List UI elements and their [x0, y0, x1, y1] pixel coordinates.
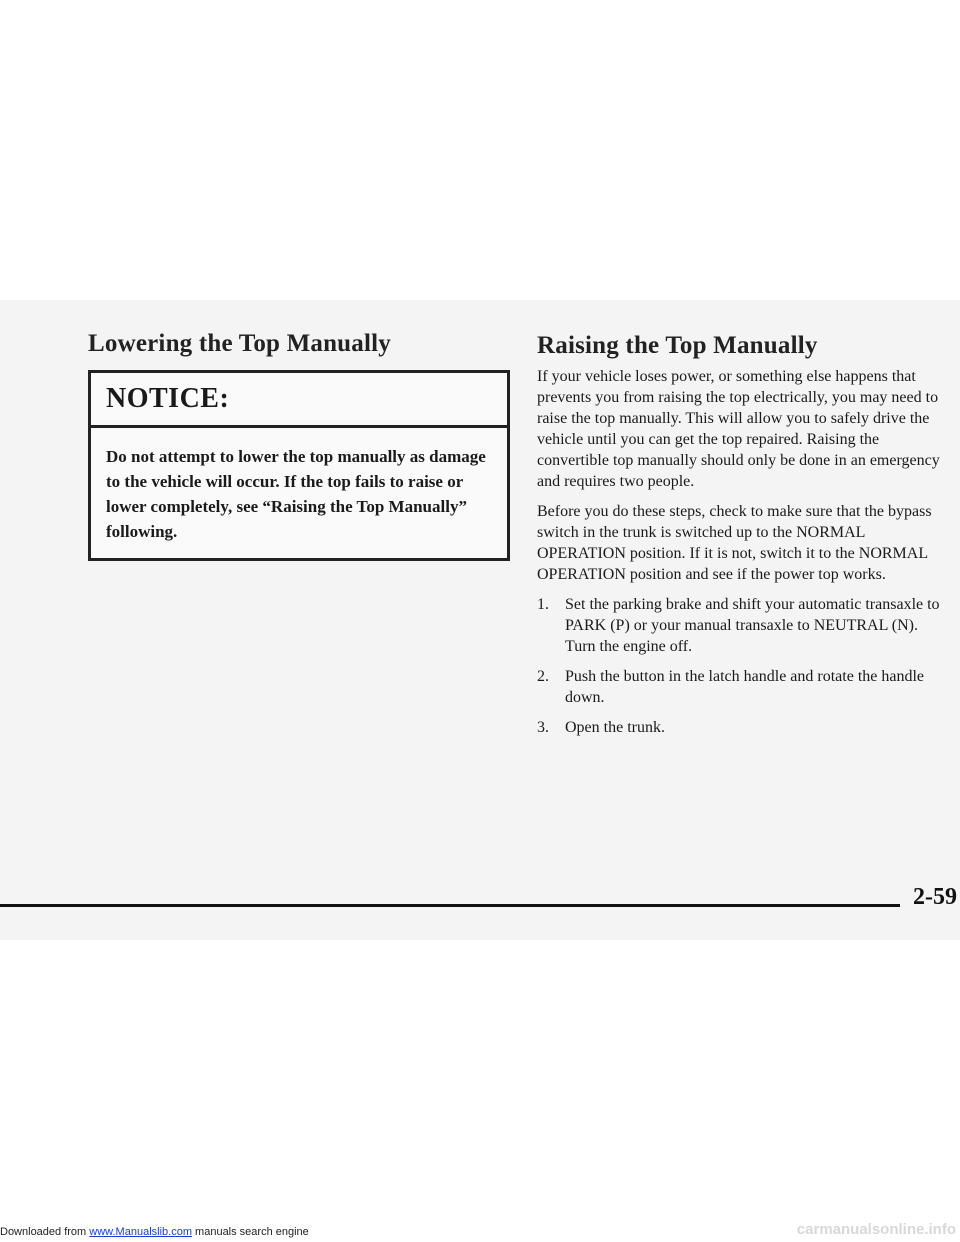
footer-suffix: manuals search engine: [195, 1226, 309, 1238]
step-text: Set the parking brake and shift your automatic transaxle to PARK (P) or your manual transaxle to NEUTRAL (N). Turn the engine off.: [565, 596, 940, 655]
step-text: Push the button in the latch handle and rotate the handle down.: [565, 668, 925, 706]
notice-body: Do not attempt to lower the top manually as damage to the vehicle will occur. If the top fails to raise or lower completely, see “Raising the Top Manually” following.: [106, 447, 486, 541]
step-number: 2.: [537, 668, 549, 685]
step-number: 3.: [537, 719, 549, 736]
list-item: [537, 666, 952, 708]
paragraph: If your vehicle loses power, or something else happens that prevents you from raising the top electrically, you may need to raise the top manually. This will allow you to safely drive the vehicle until you can get the top repaired. Raising the convertible top manually should only be done in an emergency and requires two people.: [537, 368, 940, 490]
footer-divider: [0, 904, 900, 907]
site-watermark: carmanualsonline.info: [796, 1221, 956, 1238]
step-text: Open the trunk.: [565, 719, 665, 736]
manual-page: [0, 300, 960, 940]
notice-title: NOTICE:: [91, 373, 507, 428]
section-heading-lowering: Lowering the Top Manually: [88, 330, 391, 357]
step-number: 1.: [537, 596, 549, 613]
page-number: 2-59: [913, 884, 957, 910]
manualslib-link[interactable]: www.Manualslib.com: [89, 1226, 192, 1238]
section-heading-raising: Raising the Top Manually: [537, 332, 818, 359]
steps-list: [537, 594, 952, 738]
download-footer: [0, 1226, 309, 1238]
raising-instructions: [537, 366, 952, 747]
list-item: [537, 594, 952, 657]
footer-prefix: Downloaded from: [0, 1226, 87, 1238]
notice-box: [88, 370, 510, 561]
paragraph: Before you do these steps, check to make sure that the bypass switch in the trunk is switched up to the NORMAL OPERATION position. If it is not, switch it to the NORMAL OPERATION position and see if the power top works.: [537, 503, 932, 583]
list-item: [537, 717, 952, 738]
